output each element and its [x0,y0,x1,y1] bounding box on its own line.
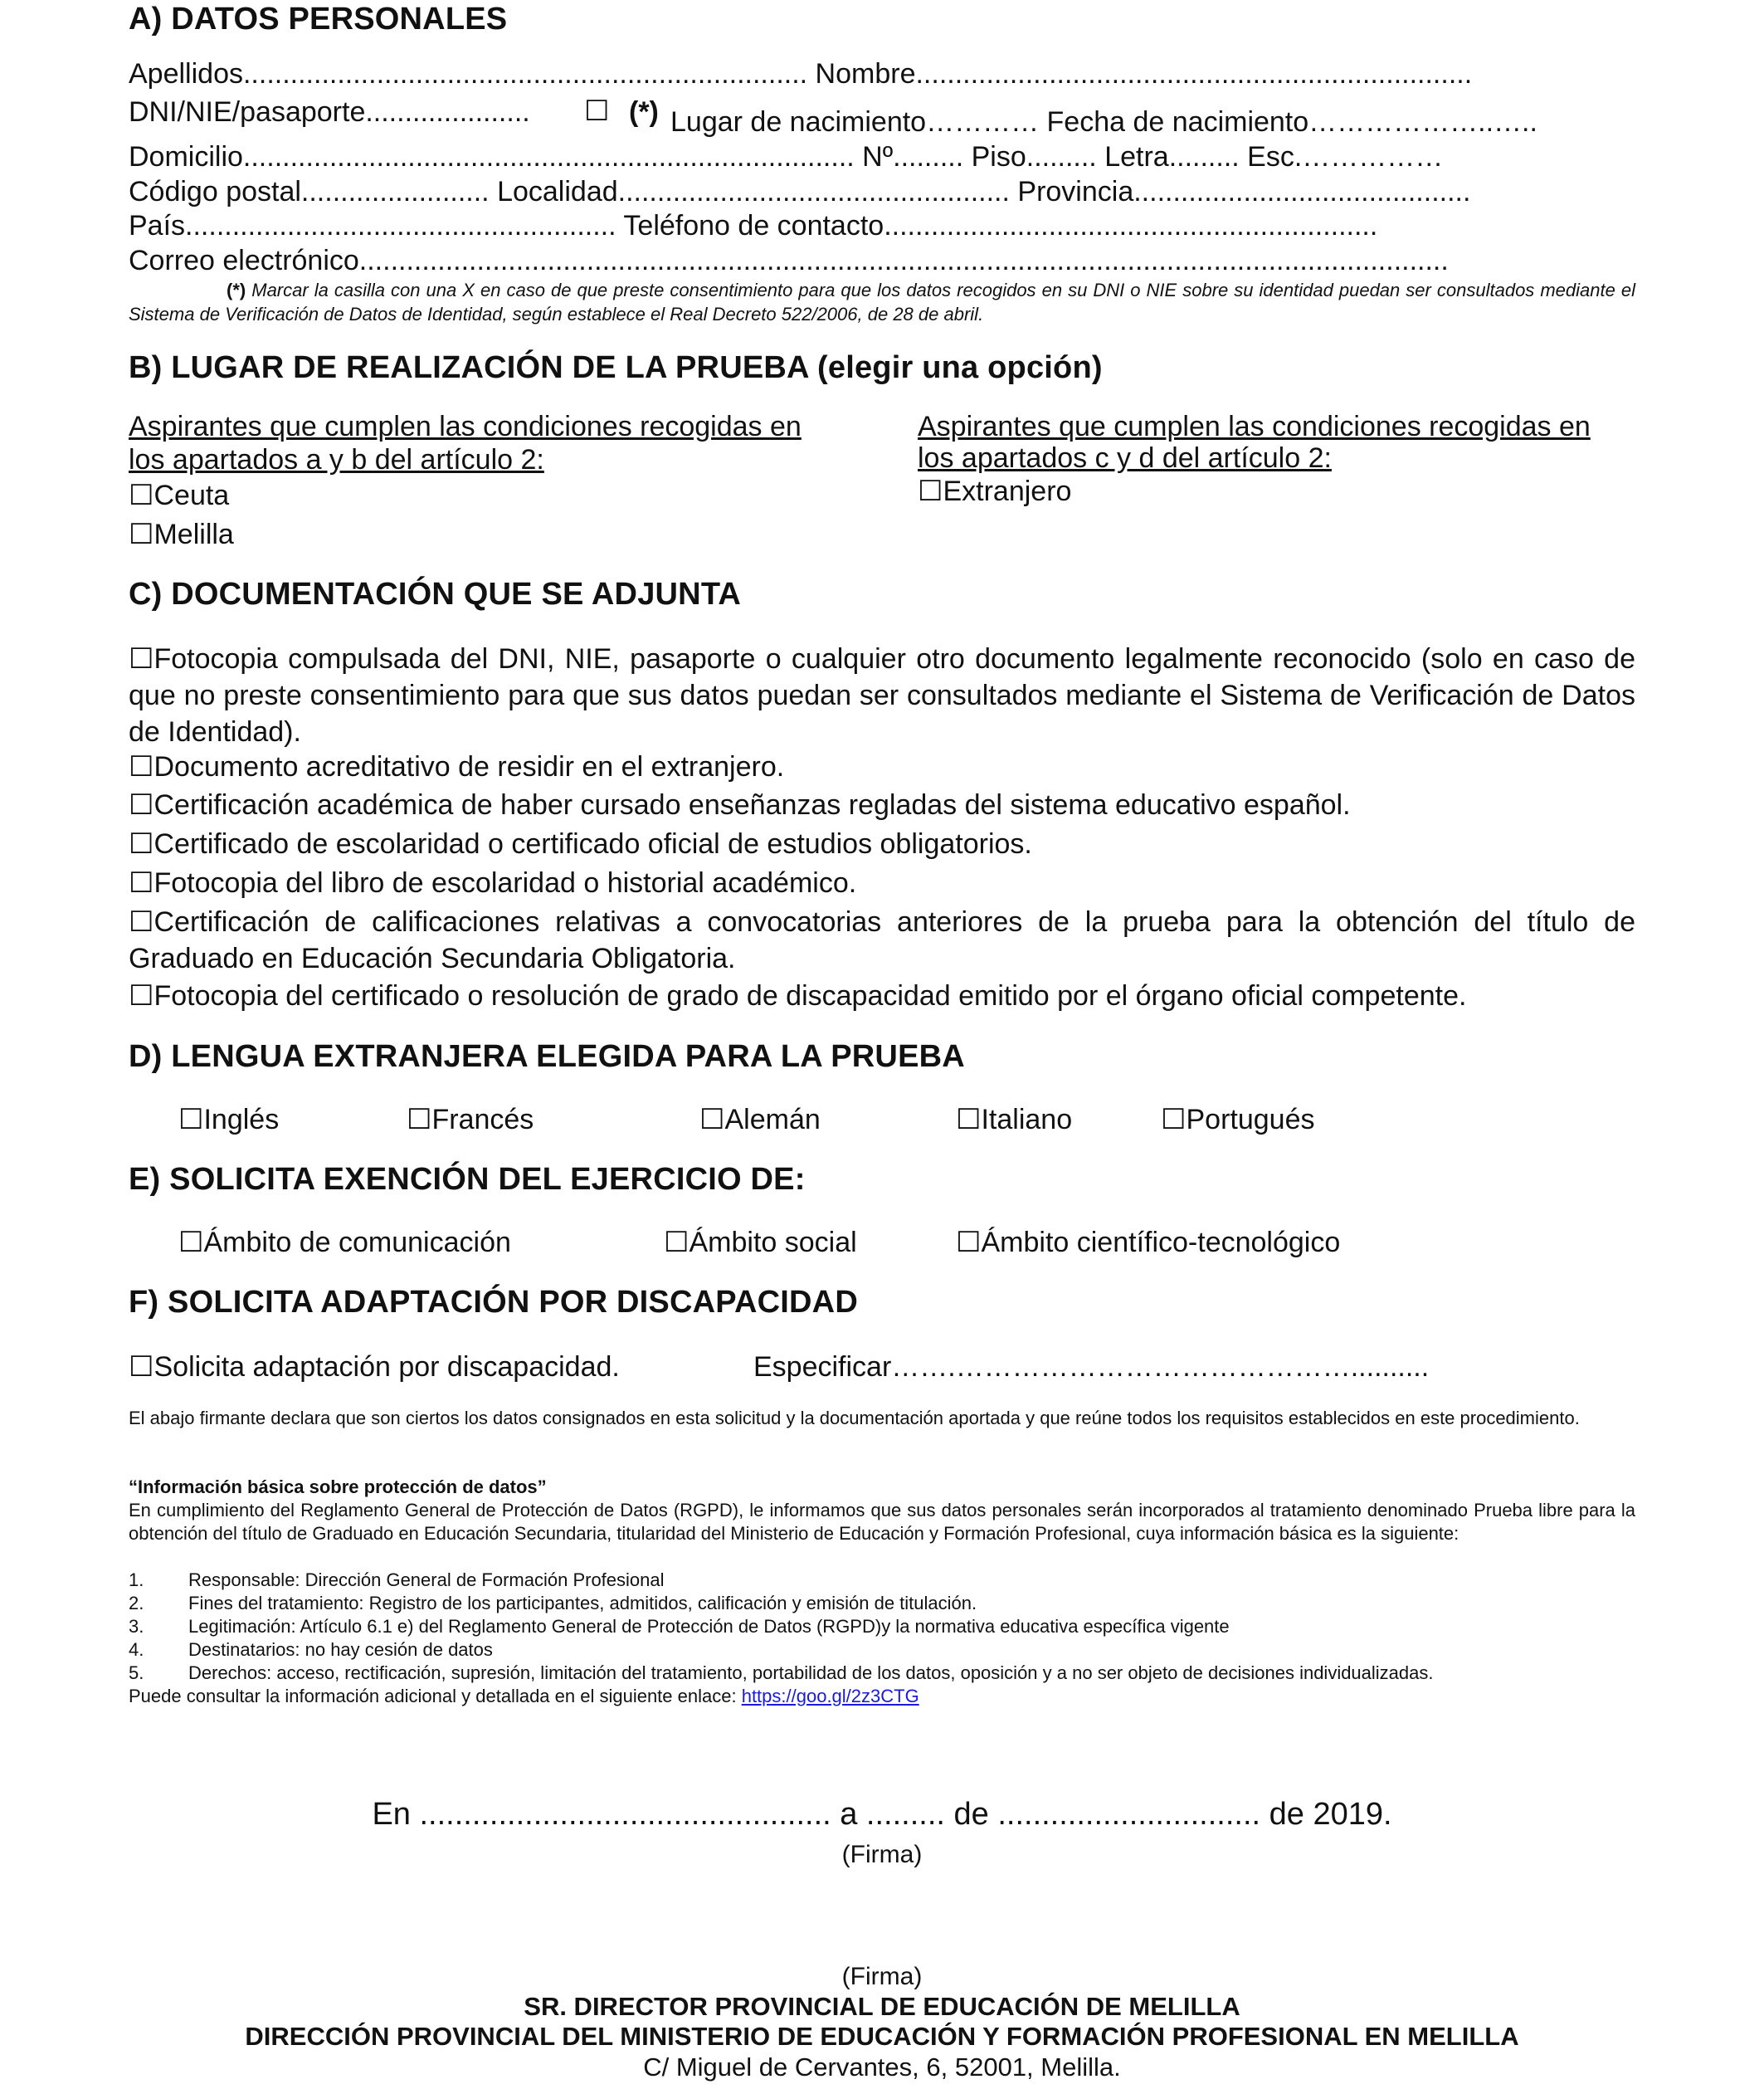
privacy-more [129,1685,919,1708]
lang-aleman[interactable]: ☐Alemán [699,1104,821,1135]
doc-item-libro[interactable]: ☐Fotocopia del libro de escolaridad o historial académico. [129,867,857,899]
note-mark: (*) [227,280,246,300]
consent-asterisk: (*) [629,96,659,128]
exempt-social[interactable]: ☐Ámbito social [664,1227,857,1258]
postal-field[interactable]: Código postal........................ Localidad.................................................. Provincia........................................... [129,176,1471,207]
exempt-cientifico[interactable]: ☐Ámbito científico-tecnológico [956,1227,1341,1258]
section-a-title: A) DATOS PERSONALES [129,2,508,37]
apellidos-nombre-field[interactable]: Apellidos........................................................................ Nombre....................................................................... [129,58,1473,90]
doc-item-discapacidad[interactable]: ☐Fotocopia del certificado o resolución de grado de discapacidad emitido por el órgano oficial competente. [129,980,1467,1012]
birth-fields[interactable]: Lugar de nacimiento………… Fecha de nacimiento………………..….. [670,106,1537,138]
option-extranjero[interactable]: ☐Extranjero [918,476,1072,507]
privacy-more-text: Puede consultar la información adicional y detallada en el siguiente enlace: [129,1686,742,1706]
privacy-intro: En cumplimiento del Reglamento General de Protección de Datos (RGPD), le informamos que sus datos personales serán incorporados al tratamiento denominado Prueba libre para la obtención del título de Graduado en Educación Secundaria, titularidad del Ministerio de Educación y Formación Profesional, cuya información básica es la siguiente: [129,1500,1635,1544]
left-heading-1: Aspirantes que cumplen las condiciones recogidas en [129,411,802,442]
consent-note [129,278,1635,326]
email-field[interactable]: Correo electrónico........................................................................................................................................... [129,245,1449,276]
privacy-item-2: Fines del tratamiento: Registro de los participantes, admitidos, calificación y emisión de titulación. [188,1593,977,1613]
lang-frances[interactable]: ☐Francés [407,1104,534,1135]
dni-field[interactable]: DNI/NIE/pasaporte..................... [129,96,530,128]
left-heading-2: los apartados a y b del artículo 2: [129,444,544,476]
section-f-title: F) SOLICITA ADAPTACIÓN POR DISCAPACIDAD [129,1285,858,1320]
privacy-item-1: Responsable: Dirección General de Formación Profesional [188,1569,665,1590]
privacy-item-4-num: 4. [129,1639,144,1660]
right-heading-2: los apartados c y d del artículo 2: [918,442,1332,474]
footer-direction: DIRECCIÓN PROVINCIAL DEL MINISTERIO DE EDUCACIÓN Y FORMACIÓN PROFESIONAL EN MELILLA [245,2022,1519,2051]
doc-item-dni[interactable]: ☐Fotocopia compulsada del DNI, NIE, pasaporte o cualquier otro documento legalmente reconocido (solo en caso de que no preste consentimiento para que sus datos puedan ser consultados mediante el Sistema de Verificación de Datos de Identidad). [129,643,1635,748]
privacy-item-3: Legitimación: Artículo 6.1 e) del Reglamento General de Protección de Datos (RGPD)y la normativa educativa específica vigente [188,1616,1230,1637]
doc-item-certificacion[interactable]: ☐Certificación académica de haber cursado enseñanzas regladas del sistema educativo español. [129,789,1351,821]
footer-director: SR. DIRECTOR PROVINCIAL DE EDUCACIÓN DE MELILLA [524,1992,1240,2021]
section-c-title: C) DOCUMENTACIÓN QUE SE ADJUNTA [129,577,742,612]
privacy-item-5: Derechos: acceso, rectificación, supresión, limitación del tratamiento, portabilidad de los datos, oposición y a no ser objeto de decisiones individualizadas. [188,1662,1434,1683]
footer-address: C/ Miguel de Cervantes, 6, 52001, Melilla. [643,2052,1121,2082]
privacy-item-3-num: 3. [129,1616,144,1637]
privacy-item-1-num: 1. [129,1569,144,1590]
doc-item-escolaridad[interactable]: ☐Certificado de escolaridad o certificado oficial de estudios obligatorios. [129,828,1032,860]
section-d-title: D) LENGUA EXTRANJERA ELEGIDA PARA LA PRUEBA [129,1039,965,1074]
place-date-line[interactable]: En ............................................... a ......... de .............................. de 2019. [372,1797,1392,1832]
privacy-link[interactable]: https://goo.gl/2z3CTG [741,1686,919,1706]
note-text: Marcar la casilla con una X en caso de que preste consentimiento para que los datos recogidos en su DNI o NIE sobre su identidad puedan ser consultados mediante el Sistema de Verificación de Datos de Identidad, según establece el Real Decreto 522/2006, de 28 de abril. [129,280,1635,325]
lang-portugues[interactable]: ☐Portugués [1161,1104,1315,1135]
domicilio-field[interactable]: Domicilio.............................................................................. Nº......... Piso......... Letra......... Esc.…………… [129,141,1444,173]
section-e-title: E) SOLICITA EXENCIÓN DEL EJERCICIO DE: [129,1162,806,1197]
lang-italiano[interactable]: ☐Italiano [956,1104,1073,1135]
option-ceuta[interactable]: ☐Ceuta [129,480,230,511]
privacy-item-4: Destinatarios: no hay cesión de datos [188,1639,493,1660]
exempt-comunicacion[interactable]: ☐Ámbito de comunicación [178,1227,511,1258]
right-heading-1: Aspirantes que cumplen las condiciones recogidas en [918,411,1591,442]
declaration-text: El abajo firmante declara que son ciertos los datos consignados en esta solicitud y la documentación aportada y que reúne todos los requisitos establecidos en este procedimiento. [129,1408,1580,1428]
option-melilla[interactable]: ☐Melilla [129,519,234,550]
adaptation-specify-field[interactable]: Especificar…….…………………………………….......... [753,1351,1430,1383]
consent-checkbox[interactable]: ☐ [584,95,610,127]
doc-item-residir[interactable]: ☐Documento acreditativo de residir en el extranjero. [129,751,785,783]
privacy-title: “Información básica sobre protección de datos” [129,1476,547,1497]
lang-ingles[interactable]: ☐Inglés [178,1104,280,1135]
adaptation-checkbox[interactable]: ☐Solicita adaptación por discapacidad. [129,1351,620,1383]
privacy-item-2-num: 2. [129,1593,144,1613]
signature-label-1: (Firma) [841,1841,923,1868]
pais-telefono-field[interactable]: País....................................................... Teléfono de contacto............................................................... [129,210,1378,242]
doc-item-calificaciones[interactable]: ☐Certificación de calificaciones relativas a convocatorias anteriores de la prueba para la obtención del título de Graduado en Educación Secundaria Obligatoria. [129,906,1635,974]
section-b-title: B) LUGAR DE REALIZACIÓN DE LA PRUEBA (elegir una opción) [129,350,1103,385]
signature-label-2: (Firma) [841,1963,923,1990]
privacy-item-5-num: 5. [129,1662,144,1683]
